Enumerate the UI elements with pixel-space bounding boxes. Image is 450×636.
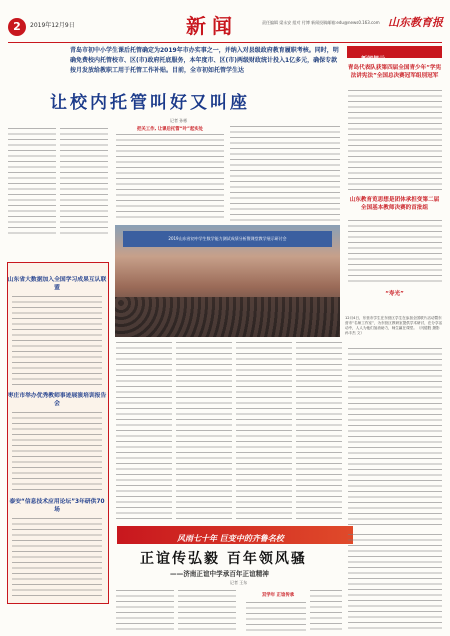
- body-text-block: [12, 518, 102, 598]
- news-tip-title: 山东教育览思想是团体承担变第二届全国基本教师决赛的首批组: [349, 197, 440, 211]
- lead-paragraph: 青岛市初中小学生课后托管确定为2019年市办实事之一，并纳入对县级政府教育履职考核。同时，明确免费校内托管校市、区(市)政府托底服务，本年度市、区(市)两级财政统计投入1亿多元，确保专款按月发放给教职工用于托管工作补贴。目前，全市初如托管学生达: [70, 47, 339, 74]
- page-number: 2: [8, 18, 26, 36]
- short-news-title: 泰安“信息技术应用论坛”3年研供70场: [9, 499, 105, 513]
- header-rule: [8, 42, 442, 43]
- body-text-block: [60, 128, 108, 238]
- body-text-block: [116, 590, 174, 632]
- body-text-block: [176, 342, 232, 522]
- body-text-block: [348, 90, 442, 190]
- body-text-block: [246, 602, 306, 632]
- body-text-block: [230, 126, 340, 222]
- feature-subheadline: ——济南正谊中学承百年正谊精神: [170, 570, 269, 578]
- feature-byline: 记者 王东: [230, 580, 248, 585]
- body-text-block: [8, 128, 56, 238]
- short-news-title: 山东省大数据加入全国学习成果互认联盟: [7, 277, 107, 291]
- subsection-heading: 把关工作, 让课后托管“叶”起实处: [136, 127, 204, 132]
- main-byline: 记者 孙彬: [170, 118, 188, 123]
- issue-date: 2019年12月9日: [30, 22, 75, 29]
- editor-line: 责任编辑 梁永安 组对 付博 新闻投稿邮箱:edu@news0.163.com: [262, 20, 380, 25]
- main-headline: 让校内托管叫好又叫座: [50, 93, 250, 113]
- body-text-block: [116, 134, 224, 222]
- body-text-block: [348, 220, 442, 284]
- body-text-block: [348, 348, 442, 528]
- feature-headline: 正谊传弘毅 百年领风骚: [140, 551, 307, 567]
- body-text-block: [348, 534, 442, 632]
- body-text-block: [116, 342, 172, 522]
- news-tips-header: 新闻提示: [347, 46, 442, 58]
- audience: [115, 297, 340, 337]
- news-tip-title: “寿光”: [385, 291, 404, 297]
- body-text-block: [310, 590, 342, 632]
- news-tip-title: 青岛代表队获第四届全国青少年“学宪法讲宪法”全国总决赛冠军组别冠军: [347, 65, 442, 79]
- photo-banner: 2019山东省初中学生数学能力测试成绩分析暨课堂教学展示研讨会: [123, 231, 332, 247]
- event-photo: [115, 225, 340, 337]
- body-text-block: [296, 342, 342, 522]
- short-news-title: 枣庄市举办优秀教师事迹展演培训报告会: [7, 393, 107, 407]
- newspaper-logo: 山东教育报: [388, 16, 443, 29]
- section-title: 新闻: [186, 14, 238, 38]
- body-text-block: [12, 296, 102, 386]
- body-text-block: [12, 412, 102, 492]
- body-text-block: [236, 342, 292, 522]
- photo-caption: 12月4日，东营市学生在东营区学生在参加全国联片活动暨东营市“名师工作室”，为东营区教研室提供学术研讨，在分享活动中，人人为他们加油助力，师生赢在课堂。（闫德胜 摄影 孙丰杰 文）: [345, 316, 443, 335]
- feature-section-heading: 双学年 正谊传承: [261, 593, 295, 598]
- feature-banner: 风雨七十年 巨变中的齐鲁名校: [117, 526, 353, 544]
- body-text-block: [178, 590, 236, 632]
